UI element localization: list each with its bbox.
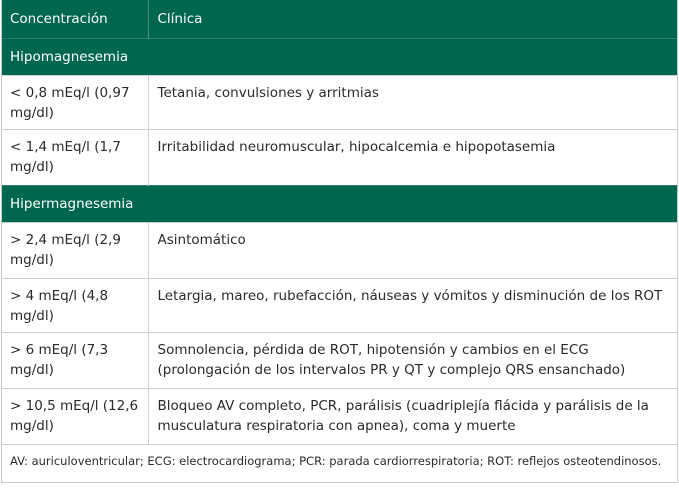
magnesium-table-container [1,0,678,483]
clinical-cell: Bloqueo AV completo, PCR, parálisis (cuadriplejía flácida y parálisis de la musculatura respiratoria con apnea), coma y muerte [148,389,677,445]
section-header-hipomagnesemia [2,39,677,76]
table-footnote: AV: auriculoventricular; ECG: electrocardiograma; PCR: parada cardiorrespiratoria; ROT: reflejos osteotendinosos. [2,445,677,489]
table-row [2,333,677,389]
concentration-cell: > 10,5 mEq/l (12,6 mg/dl) [2,389,148,445]
clinical-cell: Tetania, convulsiones y arritmias [148,76,677,130]
clinical-cell: Somnolencia, pérdida de ROT, hipotensión y cambios en el ECG (prolongación de los intervalos PR y QT y complejo QRS ensanchado) [148,333,677,389]
header-concentration: Concentración [2,0,148,39]
concentration-cell: > 2,4 mEq/l (2,9 mg/dl) [2,223,148,279]
concentration-cell: < 0,8 mEq/l (0,97 mg/dl) [2,76,148,130]
section-title: Hipermagnesemia [2,186,677,223]
concentration-cell: > 4 mEq/l (4,8 mg/dl) [2,279,148,333]
table-row [2,130,677,186]
clinical-cell: Letargia, mareo, rubefacción, náuseas y vómitos y disminución de los ROT [148,279,677,333]
table-row [2,223,677,279]
clinical-cell: Irritabilidad neuromuscular, hipocalcemia e hipopotasemia [148,130,677,186]
magnesium-table [2,0,677,489]
header-clinical: Clínica [148,0,677,39]
table-row [2,76,677,130]
table-row [2,389,677,445]
table-header-row [2,0,677,39]
table-row [2,279,677,333]
concentration-cell: > 6 mEq/l (7,3 mg/dl) [2,333,148,389]
table-footnote-row [2,445,677,489]
section-header-hipermagnesemia [2,186,677,223]
clinical-cell: Asintomático [148,223,677,279]
concentration-cell: < 1,4 mEq/l (1,7 mg/dl) [2,130,148,186]
section-title: Hipomagnesemia [2,39,677,76]
